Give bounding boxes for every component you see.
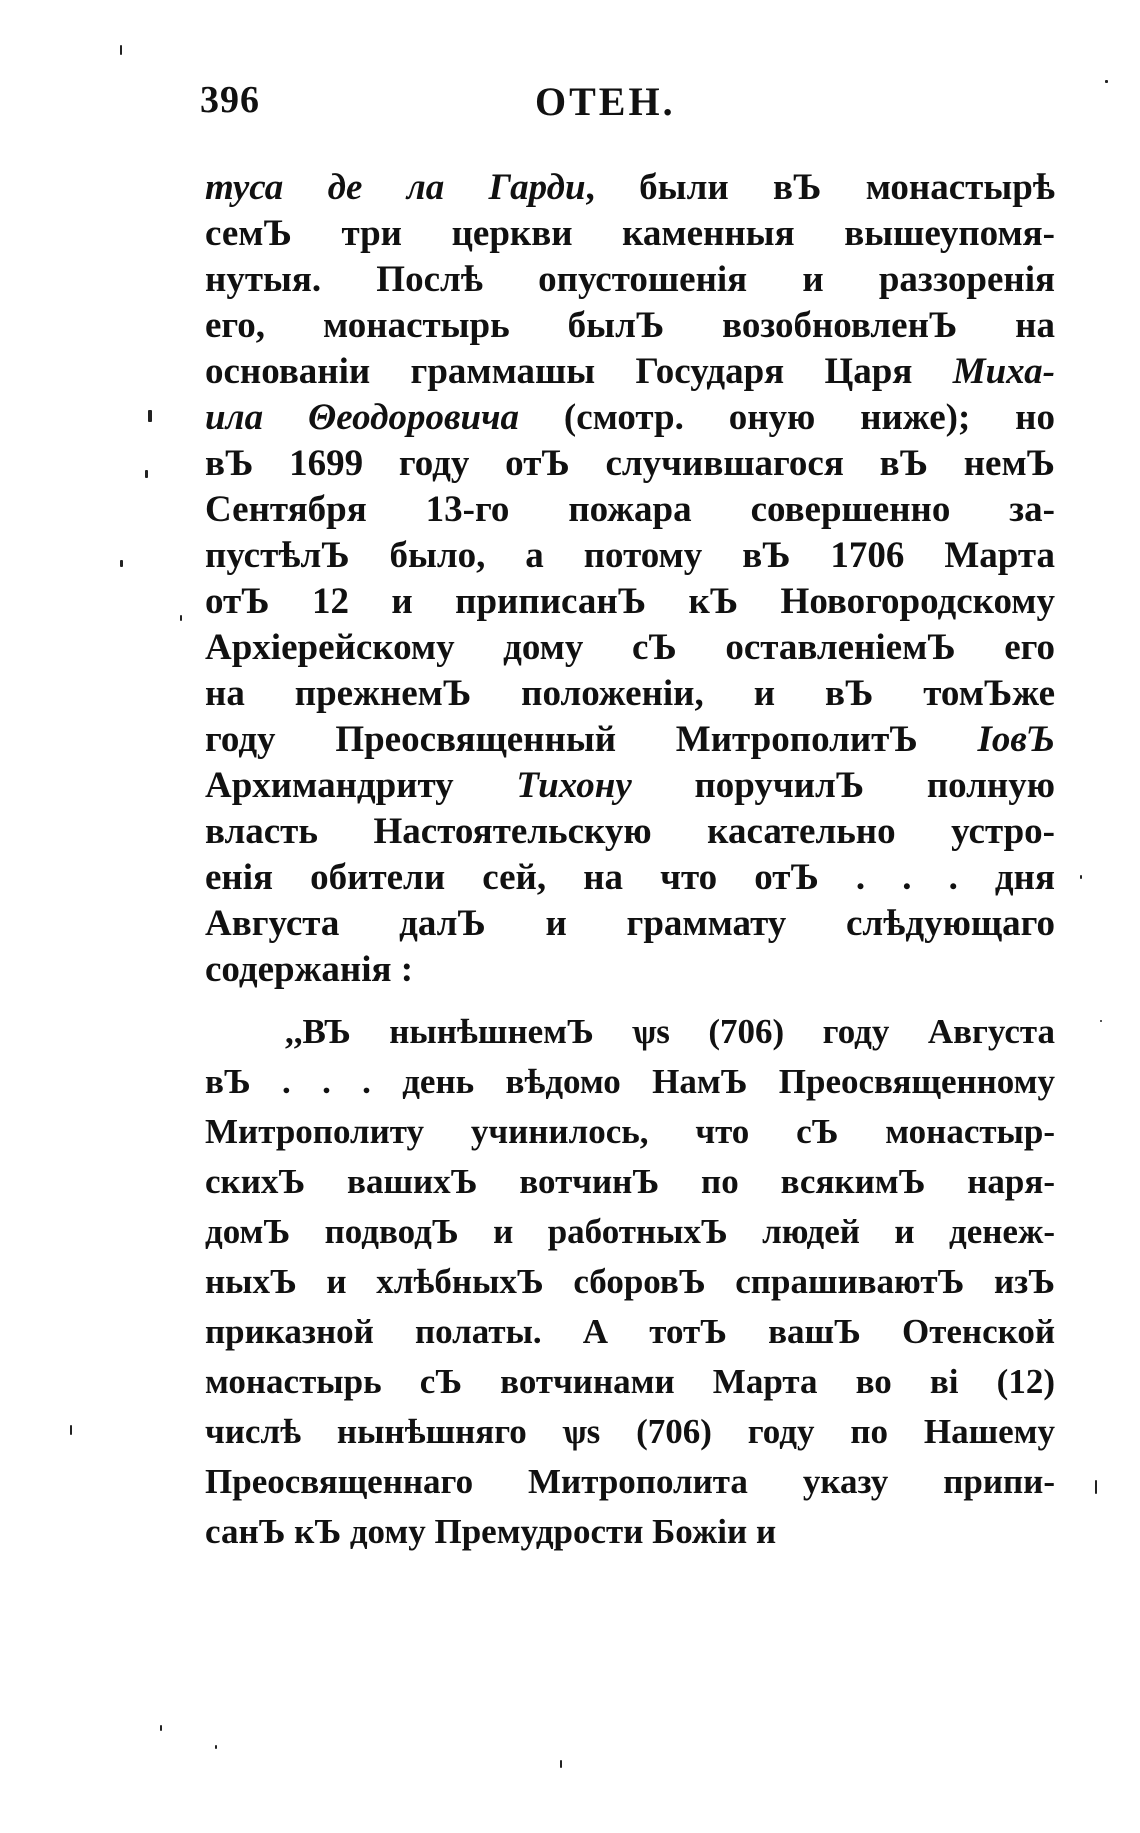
text-line	[205, 1257, 1055, 1307]
text-run: домЪ подводЪ и работныхЪ людей и денеж-	[205, 1212, 1055, 1251]
italic-name: ІовЪ	[977, 719, 1055, 760]
speck	[215, 1745, 217, 1749]
page-number: 396	[200, 79, 260, 121]
text-run: поручилЪ полную	[631, 765, 1055, 806]
text-line	[205, 303, 1055, 349]
text-run: ,,ВЪ нынѣшнемЪ ѱѕ (706) году Августа	[285, 1012, 1055, 1051]
text-line	[205, 1007, 1055, 1057]
text-line	[205, 947, 1055, 993]
text-run: содержанія :	[205, 949, 414, 990]
text-run: семЪ три церкви каменныя вышеупомя-	[205, 213, 1055, 254]
text-run: Митрополиту учинилось, что сЪ монастыр-	[205, 1112, 1055, 1151]
text-line	[205, 1457, 1055, 1507]
page-header	[200, 78, 1060, 138]
speck	[70, 1425, 72, 1435]
text-line	[205, 671, 1055, 717]
text-run: году Преосвященный МитрополитЪ	[205, 719, 978, 760]
text-line	[205, 855, 1055, 901]
speck	[1095, 1480, 1097, 1494]
text-run: Архимандриту	[205, 765, 517, 806]
text-run: монастырь сЪ вотчинами Марта во ві (12)	[205, 1362, 1055, 1401]
text-line	[205, 487, 1055, 533]
text-run: пустѣлЪ было, а потому вЪ 1706 Марта	[205, 535, 1055, 576]
text-run: вЪ . . . день вѣдомо НамЪ Преосвященному	[205, 1062, 1055, 1101]
paragraph-1	[205, 165, 1055, 993]
italic-name: Тихону	[516, 765, 632, 806]
text-line	[205, 441, 1055, 487]
text-line	[205, 1507, 1055, 1557]
italic-name: туса де ла Гарди	[205, 167, 586, 208]
text-run: Сентября 13-го пожара совершенно за-	[205, 489, 1055, 530]
italic-name: ила Θеодоровича	[205, 397, 520, 438]
text-line	[205, 533, 1055, 579]
text-run: нутыя. Послѣ опустошенія и раззоренія	[205, 259, 1055, 300]
text-line	[205, 211, 1055, 257]
text-run: Архіерейскому дому сЪ оставленіемЪ его	[205, 627, 1055, 668]
text-run: приказной полаты. А тотЪ вашЪ Отенской	[205, 1312, 1055, 1351]
text-run: отЪ 12 и приписанЪ кЪ Новогородскому	[205, 581, 1055, 622]
text-run: санЪ кЪ дому Премудрости Божіи и	[205, 1512, 777, 1551]
speck	[120, 560, 123, 567]
text-line	[205, 1407, 1055, 1457]
text-line	[205, 1107, 1055, 1157]
text-run: скихЪ вашихЪ вотчинЪ по всякимЪ наря-	[205, 1162, 1055, 1201]
speck	[1080, 875, 1082, 879]
text-run: его, монастырь былЪ возобновленЪ на	[205, 305, 1055, 346]
text-run: , были вЪ монастырѣ	[585, 167, 1055, 208]
text-run: (смотр. оную ниже); но	[519, 397, 1055, 438]
text-line	[205, 1207, 1055, 1257]
text-run: Августа далЪ и граммату слѣдующаго	[205, 903, 1055, 944]
speck	[560, 1760, 562, 1768]
text-line	[205, 763, 1055, 809]
italic-name: Миха-	[952, 351, 1055, 392]
text-line	[205, 1357, 1055, 1407]
speck	[120, 45, 122, 55]
text-run: енія обители сей, на что отЪ . . . дня	[205, 857, 1055, 898]
text-line	[205, 901, 1055, 947]
text-line	[205, 1057, 1055, 1107]
speck	[1100, 1020, 1102, 1022]
text-run: ныхЪ и хлѣбныхЪ сборовЪ спрашиваютЪ изЪ	[205, 1262, 1055, 1301]
text-line	[205, 579, 1055, 625]
text-run: основаніи граммашы Государя Царя	[205, 351, 953, 392]
speck	[145, 470, 148, 478]
text-line	[205, 809, 1055, 855]
text-run: числѣ нынѣшняго ѱѕ (706) году по Нашему	[205, 1412, 1055, 1451]
text-run: власть Настоятельскую касательно устро-	[205, 811, 1055, 852]
text-line	[205, 1307, 1055, 1357]
running-head: ОТЕН.	[535, 79, 676, 124]
text-line	[205, 717, 1055, 763]
text-line	[205, 1157, 1055, 1207]
text-line	[205, 395, 1055, 441]
text-run: Преосвященнаго Митрополита указу припи-	[205, 1462, 1055, 1501]
speck	[180, 615, 182, 621]
text-line	[205, 165, 1055, 211]
text-line	[205, 257, 1055, 303]
text-line	[205, 625, 1055, 671]
text-run: вЪ 1699 году отЪ случившагося вЪ немЪ	[205, 443, 1055, 484]
speck	[160, 1725, 162, 1731]
text-run: на прежнемЪ положеніи, и вЪ томЪже	[205, 673, 1055, 714]
text-line	[205, 349, 1055, 395]
speck	[148, 410, 152, 422]
speck	[1105, 80, 1108, 83]
paragraph-2-quotation	[205, 1007, 1055, 1557]
